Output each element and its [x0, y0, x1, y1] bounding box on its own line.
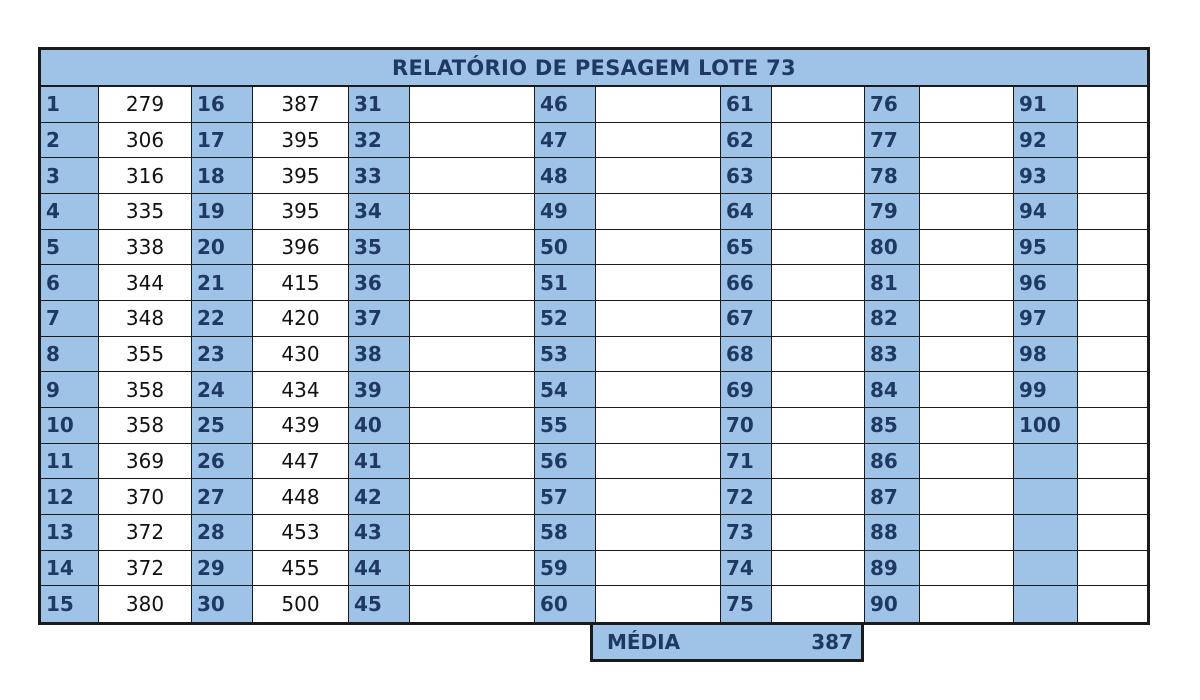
animal-number-cell: 31 [349, 87, 410, 123]
weight-cell [410, 551, 535, 587]
animal-number-cell: 72 [721, 479, 772, 515]
weight-cell [772, 265, 865, 301]
weight-cell [1078, 372, 1147, 408]
animal-number-cell: 96 [1014, 265, 1078, 301]
weight-cell [596, 230, 721, 266]
animal-number-cell [1014, 444, 1078, 480]
weight-cell [920, 265, 1014, 301]
weight-cell [410, 479, 535, 515]
weight-cell [1078, 265, 1147, 301]
weight-cell [596, 123, 721, 159]
weight-cell [410, 87, 535, 123]
weight-cell [920, 551, 1014, 587]
animal-number-cell: 9 [41, 372, 99, 408]
weight-cell: 355 [99, 337, 192, 373]
weight-cell [410, 444, 535, 480]
weight-cell [920, 87, 1014, 123]
animal-number-cell: 50 [535, 230, 596, 266]
average-value: 387 [811, 630, 853, 654]
animal-number-cell: 14 [41, 551, 99, 587]
animal-number-cell: 88 [865, 515, 920, 551]
report-title: RELATÓRIO DE PESAGEM LOTE 73 [41, 50, 1147, 87]
animal-number-cell: 65 [721, 230, 772, 266]
animal-number-cell: 22 [192, 301, 253, 337]
weight-cell: 369 [99, 444, 192, 480]
animal-number-cell: 4 [41, 194, 99, 230]
animal-number-cell: 59 [535, 551, 596, 587]
weights-grid [41, 87, 1147, 622]
weight-cell [920, 337, 1014, 373]
animal-number-cell: 67 [721, 301, 772, 337]
weight-cell [772, 337, 865, 373]
average-box [590, 625, 864, 662]
animal-number-cell: 7 [41, 301, 99, 337]
animal-number-cell: 99 [1014, 372, 1078, 408]
weight-cell [596, 515, 721, 551]
animal-number-cell: 53 [535, 337, 596, 373]
animal-number-cell: 100 [1014, 408, 1078, 444]
weight-cell: 439 [253, 408, 349, 444]
weight-cell [596, 87, 721, 123]
weight-cell: 372 [99, 515, 192, 551]
weight-cell: 395 [253, 158, 349, 194]
weight-cell: 358 [99, 408, 192, 444]
weight-cell [772, 194, 865, 230]
animal-number-cell: 24 [192, 372, 253, 408]
animal-number-cell [1014, 551, 1078, 587]
animal-number-cell: 38 [349, 337, 410, 373]
weight-cell [772, 444, 865, 480]
weight-cell: 396 [253, 230, 349, 266]
animal-number-cell: 71 [721, 444, 772, 480]
animal-number-cell: 37 [349, 301, 410, 337]
animal-number-cell [1014, 586, 1078, 622]
weight-cell [920, 408, 1014, 444]
weight-cell [1078, 301, 1147, 337]
animal-number-cell: 46 [535, 87, 596, 123]
weight-cell: 380 [99, 586, 192, 622]
weight-cell: 448 [253, 479, 349, 515]
animal-number-cell: 64 [721, 194, 772, 230]
weight-cell: 279 [99, 87, 192, 123]
animal-number-cell: 84 [865, 372, 920, 408]
animal-number-cell: 15 [41, 586, 99, 622]
weight-cell: 434 [253, 372, 349, 408]
weight-cell [410, 194, 535, 230]
weight-cell [410, 158, 535, 194]
weight-cell [410, 586, 535, 622]
animal-number-cell: 40 [349, 408, 410, 444]
animal-number-cell: 91 [1014, 87, 1078, 123]
weight-cell: 316 [99, 158, 192, 194]
animal-number-cell: 89 [865, 551, 920, 587]
weight-cell: 447 [253, 444, 349, 480]
weight-cell [772, 586, 865, 622]
animal-number-cell: 26 [192, 444, 253, 480]
animal-number-cell: 78 [865, 158, 920, 194]
weight-cell [1078, 444, 1147, 480]
animal-number-cell: 93 [1014, 158, 1078, 194]
weight-cell [772, 158, 865, 194]
weight-cell [596, 158, 721, 194]
weight-cell [410, 337, 535, 373]
weight-cell [920, 515, 1014, 551]
weight-cell [596, 551, 721, 587]
weight-cell [410, 515, 535, 551]
weight-cell [920, 230, 1014, 266]
weight-cell: 420 [253, 301, 349, 337]
animal-number-cell: 1 [41, 87, 99, 123]
animal-number-cell: 56 [535, 444, 596, 480]
weight-cell [596, 444, 721, 480]
animal-number-cell: 62 [721, 123, 772, 159]
weight-cell [772, 372, 865, 408]
weight-cell: 430 [253, 337, 349, 373]
weight-cell: 387 [253, 87, 349, 123]
average-label: MÉDIA [607, 630, 681, 654]
animal-number-cell: 39 [349, 372, 410, 408]
animal-number-cell: 61 [721, 87, 772, 123]
animal-number-cell: 43 [349, 515, 410, 551]
animal-number-cell: 86 [865, 444, 920, 480]
animal-number-cell: 98 [1014, 337, 1078, 373]
animal-number-cell: 54 [535, 372, 596, 408]
weight-cell [920, 479, 1014, 515]
animal-number-cell: 92 [1014, 123, 1078, 159]
animal-number-cell: 90 [865, 586, 920, 622]
weight-cell: 500 [253, 586, 349, 622]
animal-number-cell: 79 [865, 194, 920, 230]
animal-number-cell: 83 [865, 337, 920, 373]
weight-cell: 338 [99, 230, 192, 266]
weight-cell [772, 551, 865, 587]
animal-number-cell: 34 [349, 194, 410, 230]
animal-number-cell: 51 [535, 265, 596, 301]
weight-cell [596, 372, 721, 408]
weight-cell [920, 301, 1014, 337]
weight-cell [1078, 408, 1147, 444]
weight-cell [410, 123, 535, 159]
animal-number-cell: 75 [721, 586, 772, 622]
animal-number-cell: 32 [349, 123, 410, 159]
weight-cell [772, 230, 865, 266]
animal-number-cell: 44 [349, 551, 410, 587]
weight-cell [772, 479, 865, 515]
animal-number-cell: 21 [192, 265, 253, 301]
animal-number-cell: 94 [1014, 194, 1078, 230]
animal-number-cell: 23 [192, 337, 253, 373]
animal-number-cell: 66 [721, 265, 772, 301]
weight-cell [772, 87, 865, 123]
animal-number-cell: 63 [721, 158, 772, 194]
weight-cell: 344 [99, 265, 192, 301]
animal-number-cell: 76 [865, 87, 920, 123]
animal-number-cell: 80 [865, 230, 920, 266]
weight-cell [772, 515, 865, 551]
animal-number-cell: 49 [535, 194, 596, 230]
animal-number-cell: 12 [41, 479, 99, 515]
animal-number-cell: 11 [41, 444, 99, 480]
weight-cell: 335 [99, 194, 192, 230]
animal-number-cell: 8 [41, 337, 99, 373]
weight-cell [596, 301, 721, 337]
animal-number-cell: 85 [865, 408, 920, 444]
animal-number-cell: 45 [349, 586, 410, 622]
weight-cell [596, 265, 721, 301]
animal-number-cell: 70 [721, 408, 772, 444]
weight-cell [1078, 158, 1147, 194]
weight-cell: 395 [253, 194, 349, 230]
animal-number-cell: 55 [535, 408, 596, 444]
weight-cell: 372 [99, 551, 192, 587]
animal-number-cell: 57 [535, 479, 596, 515]
animal-number-cell: 69 [721, 372, 772, 408]
animal-number-cell: 18 [192, 158, 253, 194]
weight-cell: 455 [253, 551, 349, 587]
weight-cell: 453 [253, 515, 349, 551]
animal-number-cell: 36 [349, 265, 410, 301]
animal-number-cell: 29 [192, 551, 253, 587]
animal-number-cell: 27 [192, 479, 253, 515]
weight-cell [596, 337, 721, 373]
animal-number-cell [1014, 515, 1078, 551]
animal-number-cell: 74 [721, 551, 772, 587]
animal-number-cell: 97 [1014, 301, 1078, 337]
weight-cell [410, 230, 535, 266]
weight-cell: 370 [99, 479, 192, 515]
weight-cell [596, 194, 721, 230]
weight-cell [596, 586, 721, 622]
animal-number-cell: 35 [349, 230, 410, 266]
weight-cell [920, 158, 1014, 194]
animal-number-cell: 87 [865, 479, 920, 515]
animal-number-cell: 95 [1014, 230, 1078, 266]
weight-cell [920, 194, 1014, 230]
animal-number-cell: 28 [192, 515, 253, 551]
animal-number-cell: 73 [721, 515, 772, 551]
weight-cell [1078, 551, 1147, 587]
weight-cell [410, 372, 535, 408]
animal-number-cell: 33 [349, 158, 410, 194]
animal-number-cell: 13 [41, 515, 99, 551]
weight-cell [1078, 230, 1147, 266]
weight-cell [1078, 337, 1147, 373]
animal-number-cell: 48 [535, 158, 596, 194]
animal-number-cell: 5 [41, 230, 99, 266]
weight-cell [1078, 123, 1147, 159]
animal-number-cell: 81 [865, 265, 920, 301]
animal-number-cell: 82 [865, 301, 920, 337]
animal-number-cell: 30 [192, 586, 253, 622]
weighing-report-table [38, 47, 1150, 625]
weight-cell [772, 123, 865, 159]
animal-number-cell: 41 [349, 444, 410, 480]
animal-number-cell: 3 [41, 158, 99, 194]
weight-cell [596, 408, 721, 444]
weight-cell [1078, 515, 1147, 551]
weight-cell [410, 265, 535, 301]
animal-number-cell: 10 [41, 408, 99, 444]
weight-cell [772, 408, 865, 444]
weight-cell [1078, 586, 1147, 622]
weight-cell [1078, 194, 1147, 230]
weight-cell [410, 408, 535, 444]
animal-number-cell: 17 [192, 123, 253, 159]
weight-cell [920, 372, 1014, 408]
weight-cell [410, 301, 535, 337]
animal-number-cell: 77 [865, 123, 920, 159]
animal-number-cell: 20 [192, 230, 253, 266]
weight-cell [772, 301, 865, 337]
weight-cell: 395 [253, 123, 349, 159]
weight-cell [1078, 479, 1147, 515]
weight-cell: 415 [253, 265, 349, 301]
animal-number-cell: 68 [721, 337, 772, 373]
animal-number-cell: 47 [535, 123, 596, 159]
animal-number-cell: 25 [192, 408, 253, 444]
animal-number-cell: 60 [535, 586, 596, 622]
weight-cell: 306 [99, 123, 192, 159]
weight-cell [920, 123, 1014, 159]
animal-number-cell: 2 [41, 123, 99, 159]
animal-number-cell: 42 [349, 479, 410, 515]
weight-cell: 348 [99, 301, 192, 337]
weight-cell [1078, 87, 1147, 123]
animal-number-cell [1014, 479, 1078, 515]
animal-number-cell: 52 [535, 301, 596, 337]
weight-cell [920, 586, 1014, 622]
weight-cell [596, 479, 721, 515]
weight-cell [920, 444, 1014, 480]
weight-cell: 358 [99, 372, 192, 408]
animal-number-cell: 16 [192, 87, 253, 123]
animal-number-cell: 58 [535, 515, 596, 551]
animal-number-cell: 19 [192, 194, 253, 230]
animal-number-cell: 6 [41, 265, 99, 301]
